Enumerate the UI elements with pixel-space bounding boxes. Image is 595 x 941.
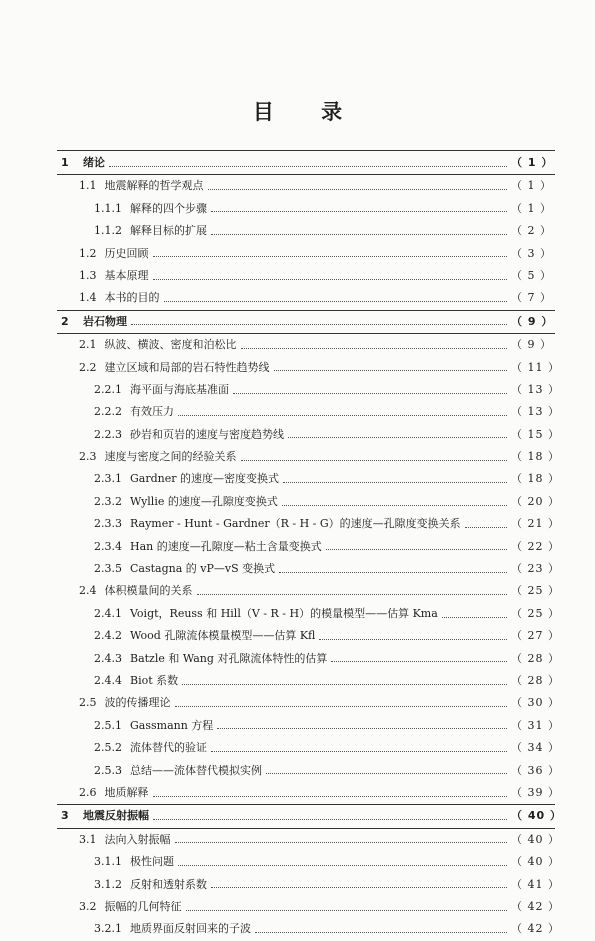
toc-entry-number: 1.1 [79, 179, 97, 193]
toc-entry[interactable] [57, 692, 560, 714]
toc-entry-page: （ 42 ） [511, 899, 560, 913]
toc-entry-page: （ 15 ） [511, 427, 560, 441]
toc-entry-title: 地质解释 [104, 785, 149, 799]
toc-entry-title: Gassmann 方程 [130, 718, 214, 732]
toc-entry-title: 振幅的几何特征 [104, 899, 182, 913]
toc-entry-title: 地质界面反射回来的子波 [130, 922, 251, 936]
toc-entry-page: （ 25 ） [511, 606, 560, 620]
dot-leader [326, 549, 507, 550]
toc-entry-title: Wyllie 的速度—孔隙度变换式 [130, 494, 278, 508]
top-rule [57, 150, 555, 151]
dot-leader [153, 796, 508, 797]
toc-entry-title: 解释的四个步骤 [130, 201, 207, 215]
toc-entry-number: 2 [61, 314, 69, 328]
toc-entry-number: 2.5 [79, 696, 97, 710]
dot-leader [319, 639, 507, 640]
toc-entry-title: 极性问题 [130, 855, 174, 869]
toc-entry[interactable] [57, 829, 560, 851]
toc-entry-number: 3.2 [79, 899, 97, 913]
toc-entry-number: 2.2 [79, 360, 97, 374]
toc-entry-title: 流体替代的验证 [130, 741, 207, 755]
toc-entry[interactable] [57, 220, 555, 242]
toc-entry[interactable] [57, 603, 560, 625]
toc-entry-number: 2.2.3 [94, 427, 122, 441]
dot-leader [153, 819, 507, 820]
dot-leader [255, 932, 507, 933]
toc-entry-number: 2.5.2 [94, 741, 122, 755]
dot-leader [211, 751, 507, 752]
toc-entry-number: 2.4.4 [94, 673, 122, 687]
toc-entry-page: （ 18 ） [511, 450, 560, 464]
toc-entry-number: 2.3.1 [94, 472, 122, 486]
toc-entry-title: Wood 孔隙流体模量模型——估算 Kfl [130, 629, 316, 643]
toc-entry[interactable] [57, 558, 560, 580]
dot-leader [465, 527, 507, 528]
toc-entry-title: 地震解释的哲学观点 [104, 179, 204, 193]
toc-entry-page: （ 27 ） [511, 629, 560, 643]
toc-entry[interactable] [57, 243, 555, 265]
toc-entry-page: （ 34 ） [511, 741, 560, 755]
toc-entry[interactable] [57, 805, 562, 828]
dot-leader [241, 348, 508, 349]
toc-entry-page: （ 9 ） [511, 338, 552, 352]
toc-entry-number: 3.1.1 [94, 855, 122, 869]
toc-entry-title: Gardner 的速度—密度变换式 [130, 472, 279, 486]
toc-entry[interactable] [57, 175, 555, 197]
toc-entry[interactable] [57, 918, 560, 940]
toc-entry-page: （ 1 ） [511, 156, 554, 169]
dot-leader [211, 234, 507, 235]
toc-entry-page: （ 7 ） [511, 291, 552, 305]
page-title: 目 录 [252, 100, 363, 124]
toc-entry[interactable] [57, 311, 555, 334]
toc-entry-page: （ 13 ） [511, 382, 560, 396]
toc-entry-number: 2.6 [79, 785, 97, 799]
toc-entry-title: 地震反射振幅 [83, 809, 149, 823]
dot-leader [217, 728, 507, 729]
toc-entry-number: 2.5.3 [94, 763, 122, 777]
toc-entry[interactable] [57, 468, 560, 490]
dot-leader [331, 661, 507, 662]
toc-entry-number: 1.1.2 [94, 224, 122, 238]
toc-entry[interactable] [57, 287, 555, 310]
toc-entry-number: 2.4 [79, 584, 97, 598]
toc-entry-page: （ 40 ） [511, 809, 562, 823]
dot-leader [274, 370, 508, 371]
toc-entry-page: （ 42 ） [511, 922, 560, 936]
toc-entry-title: Batzle 和 Wang 对孔隙流体特性的估算 [130, 651, 328, 665]
toc-entry[interactable] [57, 424, 560, 446]
toc-entry-page: （ 40 ） [511, 832, 560, 846]
toc-entry-number: 3 [61, 809, 69, 823]
toc-entry[interactable] [57, 513, 560, 535]
toc-entry[interactable] [57, 491, 560, 513]
toc-entry-number: 1.2 [79, 246, 97, 260]
toc-entry-title: 基本原理 [104, 268, 149, 282]
toc-entry[interactable] [57, 334, 555, 356]
toc-entry-number: 2.3.5 [94, 562, 122, 576]
dot-leader [211, 887, 507, 888]
toc-entry-page: （ 39 ） [511, 785, 560, 799]
toc-entry-number: 2.3.3 [94, 517, 122, 531]
toc-entry[interactable] [57, 715, 560, 737]
toc-entry[interactable] [57, 401, 560, 423]
dot-leader [186, 910, 508, 911]
toc-entry-page: （ 1 ） [511, 201, 552, 215]
dot-leader [178, 415, 507, 416]
toc-entry-title: 速度与密度之间的经验关系 [104, 450, 237, 464]
toc-entry-title: 砂岩和页岩的速度与密度趋势线 [130, 427, 284, 441]
dot-leader [283, 482, 507, 483]
toc-entry-page: （ 3 ） [511, 246, 552, 260]
toc-entry-page: （ 13 ） [511, 405, 560, 419]
toc-entry[interactable] [57, 874, 560, 896]
toc-entry-page: （ 28 ） [511, 673, 560, 687]
toc-entry-page: （ 36 ） [511, 763, 560, 777]
toc-entry[interactable] [57, 648, 560, 670]
dot-leader [211, 211, 507, 212]
toc-entry-page: （ 1 ） [511, 179, 552, 193]
toc-entry-page: （ 22 ） [511, 539, 560, 553]
toc-entry[interactable] [57, 580, 560, 602]
toc-entry-number: 1 [61, 156, 69, 169]
toc-entry[interactable] [57, 737, 560, 759]
toc-entry-page: （ 9 ） [511, 314, 554, 328]
toc-entry-number: 3.1 [79, 832, 97, 846]
toc-entry[interactable] [57, 851, 560, 873]
toc-entry-number: 1.3 [79, 268, 97, 282]
toc-entry-title: 法向入射振幅 [104, 832, 171, 846]
toc-entry-title: 解释目标的扩展 [130, 224, 207, 238]
toc-entry-title: 建立区域和局部的岩石特性趋势线 [104, 360, 270, 374]
toc-entry-page: （ 20 ） [511, 494, 560, 508]
toc-entry[interactable] [57, 760, 560, 782]
toc-entry-title: 海平面与海底基准面 [130, 382, 229, 396]
dot-leader [175, 706, 508, 707]
dot-leader [442, 617, 507, 618]
toc-entry-title: Castagna 的 vP—vS 变换式 [130, 562, 276, 576]
toc-entry-title: 总结——流体替代模拟实例 [130, 763, 262, 777]
dot-leader [182, 684, 507, 685]
dot-leader [282, 505, 507, 506]
toc-entry-number: 3.1.2 [94, 877, 122, 891]
toc-entry-title: 纵波、横波、密度和泊松比 [104, 338, 237, 352]
toc-entry-title: Raymer - Hunt - Gardner（R - H - G）的速度—孔隙度变换关系 [130, 517, 461, 531]
toc-entry[interactable] [57, 198, 555, 220]
toc-entry-page: （ 5 ） [511, 268, 552, 282]
toc-entry-title: 历史回顾 [104, 246, 149, 260]
toc-entry-number: 2.3.4 [94, 539, 122, 553]
toc-entry-page: （ 2 ） [511, 224, 552, 238]
toc-entry-title: Biot 系数 [130, 673, 179, 687]
toc-entry-number: 2.1 [79, 338, 97, 352]
dot-leader [153, 279, 508, 280]
toc-entry-number: 3.2.1 [94, 922, 122, 936]
toc-entry[interactable] [57, 625, 560, 647]
toc-entry[interactable] [57, 670, 560, 692]
dot-leader [241, 460, 508, 461]
toc-entry-page: （ 18 ） [511, 472, 560, 486]
toc-entry-number: 2.2.2 [94, 405, 122, 419]
toc-entry-title: 反射和透射系数 [130, 877, 207, 891]
toc-entry-page: （ 25 ） [511, 584, 560, 598]
toc-entry-number: 2.2.1 [94, 382, 122, 396]
dot-leader [288, 437, 507, 438]
dot-leader [175, 842, 508, 843]
toc-entry-page: （ 30 ） [511, 696, 560, 710]
toc-entry-number: 2.5.1 [94, 718, 122, 732]
dot-leader [279, 572, 507, 573]
toc-entry-number: 2.4.1 [94, 606, 122, 620]
dot-leader [233, 393, 507, 394]
toc-entry-page: （ 11 ） [511, 360, 560, 374]
toc-entry[interactable] [57, 379, 560, 401]
toc-entry[interactable] [57, 446, 560, 468]
toc-entry-title: Voigt，Reuss 和 Hill（V - R - H）的模量模型——估算 Kma [130, 606, 438, 620]
toc-entry-page: （ 23 ） [511, 562, 560, 576]
toc-entry[interactable] [57, 265, 555, 287]
toc-entry-number: 2.3 [79, 450, 97, 464]
toc-entry-title: 有效压力 [130, 405, 174, 419]
toc-entry[interactable] [57, 536, 560, 558]
dot-leader [109, 166, 507, 167]
toc-entry[interactable] [57, 152, 555, 175]
toc-entry-page: （ 31 ） [511, 718, 560, 732]
dot-leader [266, 773, 507, 774]
toc-entry-number: 1.1.1 [94, 201, 122, 215]
toc-entry[interactable] [57, 782, 560, 805]
toc-entry-page: （ 41 ） [511, 877, 560, 891]
dot-leader [208, 189, 508, 190]
dot-leader [178, 865, 507, 866]
toc-entry[interactable] [57, 896, 560, 918]
toc-entry-page: （ 28 ） [511, 651, 560, 665]
table-of-contents [57, 152, 562, 941]
dot-leader [131, 324, 507, 325]
dot-leader [197, 594, 508, 595]
toc-entry-page: （ 21 ） [511, 517, 560, 531]
toc-entry-number: 1.4 [79, 291, 97, 305]
toc-entry-title: 岩石物理 [83, 314, 127, 328]
toc-entry-title: 本书的目的 [104, 291, 160, 305]
toc-entry-title: Han 的速度—孔隙度—粘土含量变换式 [130, 539, 322, 553]
toc-entry[interactable] [57, 357, 560, 379]
dot-leader [164, 301, 508, 302]
toc-entry-number: 2.3.2 [94, 494, 122, 508]
toc-entry-number: 2.4.2 [94, 629, 122, 643]
dot-leader [153, 256, 508, 257]
toc-entry-title: 波的传播理论 [104, 696, 171, 710]
toc-entry-number: 2.4.3 [94, 651, 122, 665]
toc-entry-title: 绪论 [83, 156, 105, 169]
toc-entry-page: （ 40 ） [511, 855, 560, 869]
toc-entry-title: 体积模量间的关系 [104, 584, 193, 598]
